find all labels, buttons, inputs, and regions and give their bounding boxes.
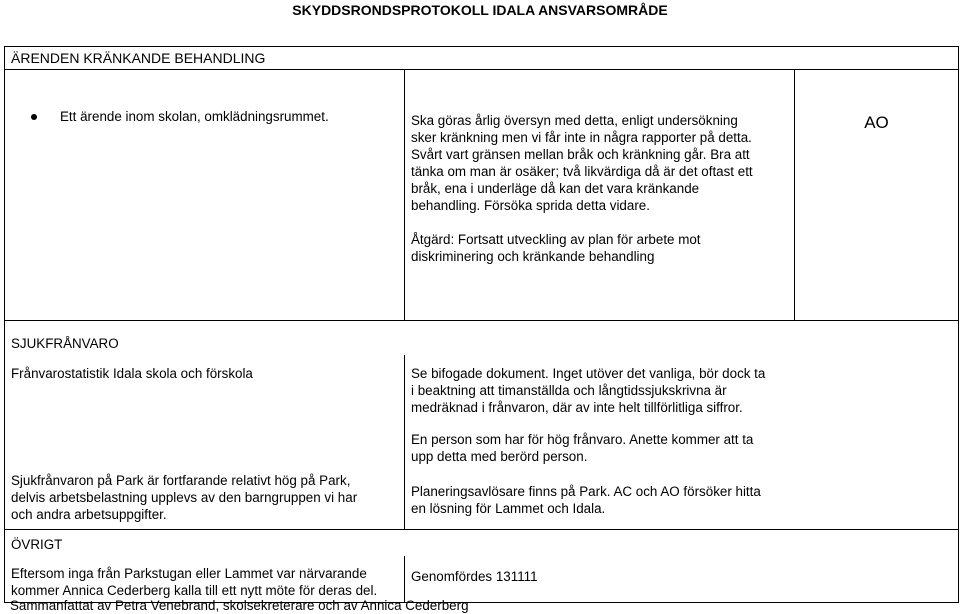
section-heading-cell — [5, 321, 959, 356]
text-line: delvis arbetsbelastning upplevs av den barngruppen vi har — [11, 490, 358, 505]
krankande-note — [411, 112, 788, 214]
footer-signature: Sammanfattat av Petra Venebrand, skolsekreterare och av Annica Cederberg — [10, 598, 469, 613]
sjuk-paragraph — [411, 483, 952, 517]
ovrigt-left-cell — [5, 556, 405, 603]
sjuk-right-cell — [405, 355, 959, 530]
note-line: Ska göras årlig översyn med detta, enligt undersökning — [411, 113, 738, 128]
action-line: Åtgärd: Fortsatt utveckling av plan för arbete mot — [411, 232, 701, 247]
krankande-row — [5, 70, 959, 321]
text-line: kommer Annica Cederberg kalla till ett nytt möte för deras del. — [11, 583, 378, 598]
note-line: behandling. Försöka sprida detta vidare. — [411, 198, 650, 213]
text-line: upp detta med berörd person. — [411, 449, 588, 464]
text-line: en lösning för Lammet och Idala. — [411, 501, 606, 516]
note-line: tänka om man är osäker; två likvärdiga då är det oftast ett — [411, 164, 753, 179]
text-line: Eftersom inga från Parkstugan eller Lammet var närvarande — [11, 566, 367, 581]
text-line: Planeringsavlösare finns på Park. AC och AO försöker hitta — [411, 484, 761, 499]
sjuk-row — [5, 355, 959, 530]
sjuk-left-bottom — [11, 472, 398, 523]
bullet-icon — [31, 114, 37, 120]
sjuk-left-top: Frånvarostatistik Idala skola och förskola — [11, 366, 253, 381]
responsible-cell — [795, 70, 959, 321]
text-line: och andra arbetsuppgifter. — [11, 507, 167, 522]
ovrigt-left-text — [11, 565, 398, 599]
section-heading-cell — [5, 530, 959, 557]
text-line: Se bifogade dokument. Inget utöver det vanliga, bör dock ta — [411, 366, 766, 381]
responsible-initials: AO — [864, 113, 889, 132]
krankande-bullet-item: Ett ärende inom skolan, omklädningsrummet. — [60, 109, 329, 124]
note-line: bråk, ena i underläge då kan det vara kränkande — [411, 181, 700, 196]
protocol-table — [4, 46, 959, 603]
section-heading-sjuk: SJUKFRÅNVARO — [11, 336, 119, 351]
text-line: medräknad i frånvaron, där av inte helt tillförlitliga siffror. — [411, 400, 743, 415]
note-line: sker kränkning men vi får inte in några rapporter på detta. — [411, 130, 752, 145]
sjuk-paragraph — [411, 431, 952, 465]
section-heading-ovrigt: ÖVRIGT — [11, 537, 63, 552]
section-header-row — [5, 321, 959, 356]
krankande-left-cell — [5, 70, 405, 321]
text-line: En person som har för hög frånvaro. Anette kommer att ta — [411, 432, 754, 447]
text-line: i beaktning att timanställda och långtidssjukskrivna är — [411, 383, 727, 398]
sjuk-paragraph — [411, 365, 952, 416]
action-line: diskriminering och kränkande behandling — [411, 249, 655, 264]
sjuk-left-cell — [5, 355, 405, 530]
section-header-row — [5, 530, 959, 557]
note-line: Svårt vart gränsen mellan bråk och kränkning går. Bra att — [411, 147, 750, 162]
text-line: Sjukfrånvaron på Park är fortfarande relativt hög på Park, — [11, 473, 351, 488]
ovrigt-right-text: Genomfördes 131111 — [411, 569, 538, 584]
document-title: SKYDDSRONDSPROTOKOLL IDALA ANSVARSOMRÅDE — [292, 2, 668, 18]
krankande-action — [411, 231, 788, 265]
section-heading-krankande: ÄRENDEN KRÄNKANDE BEHANDLING — [5, 47, 959, 70]
section-header-row — [5, 47, 959, 70]
ovrigt-right-cell — [405, 556, 959, 603]
krankande-note-cell — [405, 70, 795, 321]
ovrigt-row — [5, 556, 959, 603]
